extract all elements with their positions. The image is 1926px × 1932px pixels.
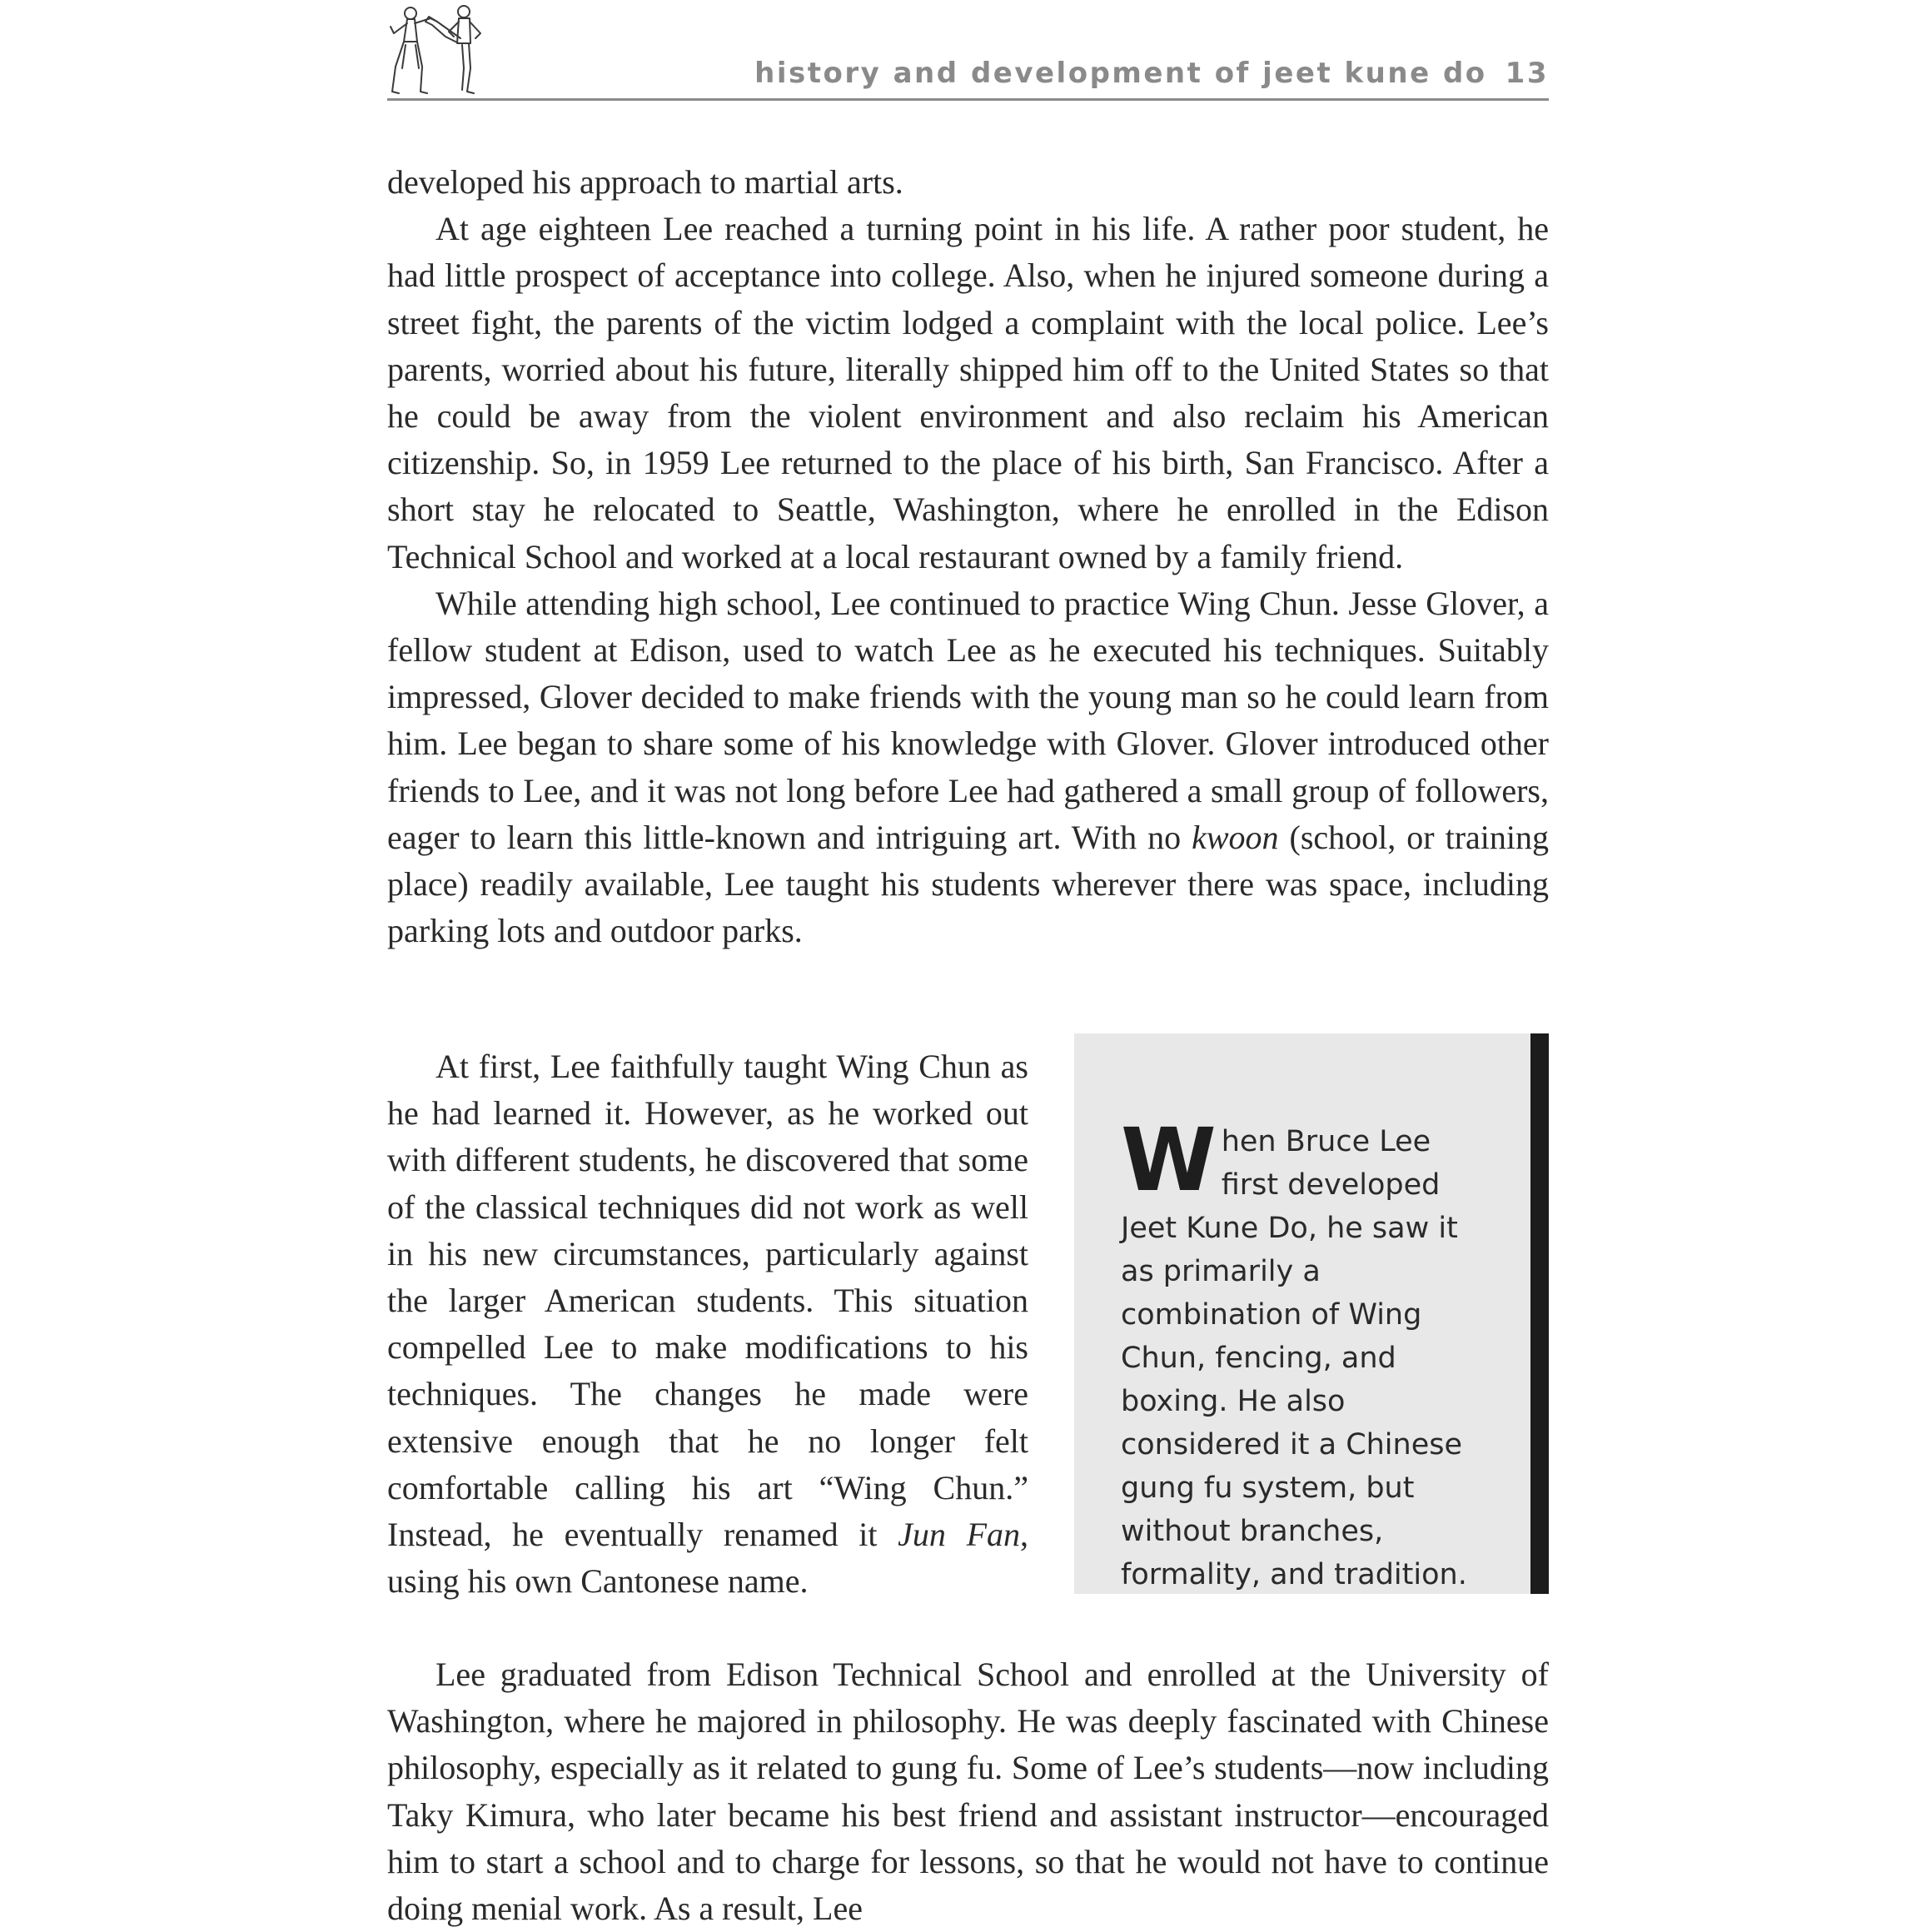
sidebar-body: hen Bruce Lee first developed Jeet Kune Do, he saw it as primarily a combination of Wing Chun, fencing, and boxing. He also considered it a Chinese gung fu system, but without branches, formality, and tradition. — [1121, 1125, 1467, 1591]
sidebar-text — [1121, 1109, 1487, 1596]
paragraph-text: (school, or training place) readily available, Lee taught his students wherever there was space, including parking lots and outdoor parks. — [387, 818, 1549, 950]
running-head-title: history and development of jeet kune do — [754, 57, 1487, 90]
paragraph-university: Lee graduated from Edison Technical School and enrolled at the University of Washington, where he majored in philosophy. He was deeply fascinated with Chinese philosophy, especially as it related to gung fu. Some of Lee’s students—now including Taky Kimura, who later became his best friend and assistant instructor—encouraged him to start a school and to charge for lessons, so that he would not have to continue doing menial work. As a result, Lee — [387, 1656, 1549, 1928]
paragraph-text: At first, Lee faithfully taught Wing Chun as he had learned it. However, as he worked out with different students, he discovered that some of the classical techniques did not work as well in his new circumstances, particularly against the larger American students. This situation compelled Lee to make modifications to his techniques. The changes he made were extensive enough that he no longer felt comfortable calling his art “Wing Chun.” Instead, he eventually renamed it — [387, 1048, 1028, 1554]
page-header — [387, 0, 1549, 102]
paragraph-wing-chun — [387, 1043, 1028, 1605]
sidebar-accent-bar — [1530, 1033, 1549, 1594]
body-column-narrow — [387, 1043, 1028, 1605]
body-column-bottom — [387, 1651, 1549, 1932]
italic-term-kwoon: kwoon — [1192, 818, 1279, 856]
paragraph-high-school — [387, 580, 1549, 955]
page-number: 13 — [1505, 57, 1549, 90]
drop-cap: W — [1121, 1109, 1217, 1211]
sidebar-callout — [1074, 1033, 1549, 1594]
running-head — [754, 57, 1549, 90]
body-column-top — [387, 159, 1549, 954]
paragraph-age-eighteen: At age eighteen Lee reached a turning point in his life. A rather poor student, he had little prospect of acceptance into college. Also, when he injured someone during a street fight, the parents of the victim lodged a complaint with the local police. Lee’s parents, worried about his future, literally shipped him off to the United States so that he could be away from the violent environment and also reclaim his American citizenship. So, in 1959 Lee returned to the place of his birth, San Francisco. After a short stay he relocated to Seattle, Washington, where he enrolled in the Edison Technical School and worked at a local restaurant owned by a family friend. — [387, 210, 1549, 575]
header-rule — [387, 98, 1549, 101]
paragraph-text: , using his own Cantonese name. — [387, 1516, 1028, 1601]
italic-term-jun-fan: Jun Fan — [898, 1516, 1020, 1554]
martial-artists-kicking-icon — [387, 2, 487, 97]
paragraph-text: While attending high school, Lee continued to practice Wing Chun. Jesse Glover, a fellow student at Edison, used to watch Lee as he executed his techniques. Suitably impressed, Glover decided to make friends with the young man so he could learn from him. Lee began to share some of his knowledge with Glover. Glover introduced other friends to Lee, and it was not long before Lee had gathered a small group of followers, eager to learn this little-known and intriguing art. With no — [387, 584, 1549, 856]
paragraph-continued: developed his approach to martial arts. — [387, 163, 903, 201]
